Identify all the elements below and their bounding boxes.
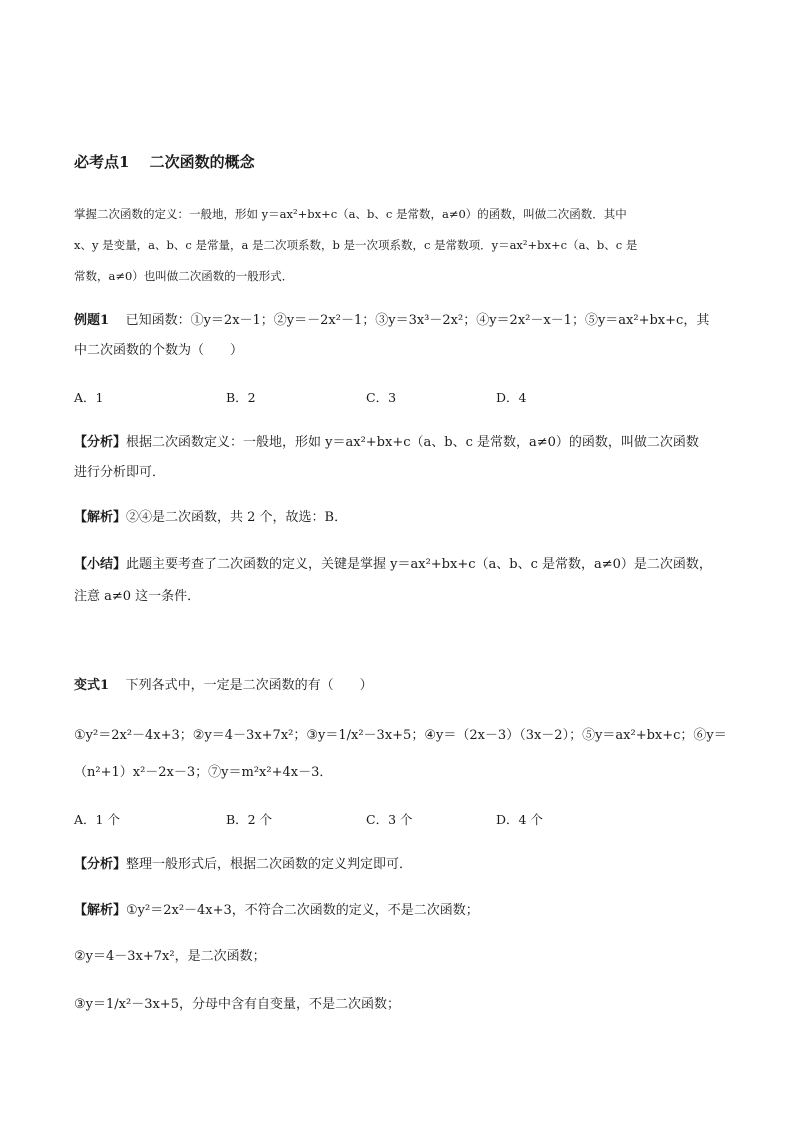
variant1-formulas-line-1: ①y²＝2x²－4x+3；②y＝4－3x+7x²；③y＝1/x²－3x+5；④y＝（2x－3）（3x－2）；⑤y＝ax²+bx+c；⑥y＝ bbox=[74, 728, 727, 743]
intro-line-1: 掌握二次函数的定义：一般地，形如 y＝ax²+bx+c（a、b、c 是常数，a≠0）的函数，叫做二次函数．其中 bbox=[74, 207, 627, 221]
variant1-solution-line-1 bbox=[74, 902, 724, 920]
example1-option-b: B．2 bbox=[226, 390, 256, 405]
variant1-analysis-text: 整理一般形式后，根据二次函数的定义判定即可． bbox=[126, 857, 413, 872]
variant1-analysis-label: 【分析】 bbox=[74, 857, 127, 872]
example1-solution bbox=[74, 509, 724, 527]
variant1-option-b: B．2 个 bbox=[226, 812, 273, 827]
variant1-formulas-line-2: （n²+1）x²－2x－3；⑦y＝m²x²+4x－3． bbox=[74, 765, 333, 780]
example1-question-line-1 bbox=[74, 312, 724, 330]
variant1-option-a: A．1 个 bbox=[74, 812, 120, 827]
variant1-solution-text: ①y²＝2x²－4x+3，不符合二次函数的定义，不是二次函数； bbox=[126, 903, 479, 918]
variant1-question-line bbox=[74, 677, 724, 695]
example1-summary-line-2: 注意 a≠0 这一条件． bbox=[74, 589, 201, 604]
variant1-solution-line-3: ③y＝1/x²－3x+5，分母中含有自变量，不是二次函数； bbox=[74, 997, 400, 1012]
example1-option-d: D．4 bbox=[496, 390, 527, 405]
example1-summary-line-1 bbox=[74, 556, 724, 574]
intro-line-3: 常数，a≠0）也叫做二次函数的一般形式． bbox=[74, 269, 294, 283]
section-title: 必考点1 二次函数的概念 bbox=[74, 153, 255, 171]
example1-question-text: 已知函数：①y＝2x－1；②y＝－2x²－1；③y＝3x³－2x²；④y＝2x²－x－1；⑤y＝ax²+bx+c，其 bbox=[125, 313, 710, 328]
variant1-solution-label: 【解析】 bbox=[74, 903, 127, 918]
solution-label: 【解析】 bbox=[74, 510, 127, 525]
analysis-text: 根据二次函数定义：一般地，形如 y＝ax²+bx+c（a、b、c 是常数，a≠0）的函数，叫做二次函数 bbox=[126, 435, 699, 450]
variant1-analysis bbox=[74, 856, 724, 874]
summary-label: 【小结】 bbox=[74, 557, 127, 572]
solution-text: ②④是二次函数，共 2 个，故选：B． bbox=[126, 510, 348, 525]
analysis-label: 【分析】 bbox=[74, 435, 127, 450]
example1-option-c: C．3 bbox=[366, 390, 397, 405]
variant1-question-text: 下列各式中，一定是二次函数的有（ ） bbox=[125, 678, 373, 693]
example1-question-line-2: 中二次函数的个数为（ ） bbox=[74, 343, 244, 358]
example1-label: 例题1 bbox=[74, 313, 110, 328]
example1-analysis-line-2: 进行分析即可． bbox=[74, 465, 166, 480]
variant1-option-c: C．3 个 bbox=[366, 812, 413, 827]
variant1-solution-line-2: ②y＝4－3x+7x²，是二次函数； bbox=[74, 949, 266, 964]
variant1-option-d: D．4 个 bbox=[496, 812, 543, 827]
example1-analysis-line-1 bbox=[74, 434, 724, 452]
intro-line-2: x、y 是变量，a、b、c 是常量，a 是二次项系数，b 是一次项系数，c 是常数项．y＝ax²+bx+c（a、b、c 是 bbox=[74, 238, 638, 252]
example1-option-a: A．1 bbox=[74, 390, 104, 405]
summary-text: 此题主要考查了二次函数的定义，关键是掌握 y＝ax²+bx+c（a、b、c 是常数，a≠0）是二次函数， bbox=[126, 557, 712, 572]
variant1-label: 变式1 bbox=[74, 678, 110, 693]
